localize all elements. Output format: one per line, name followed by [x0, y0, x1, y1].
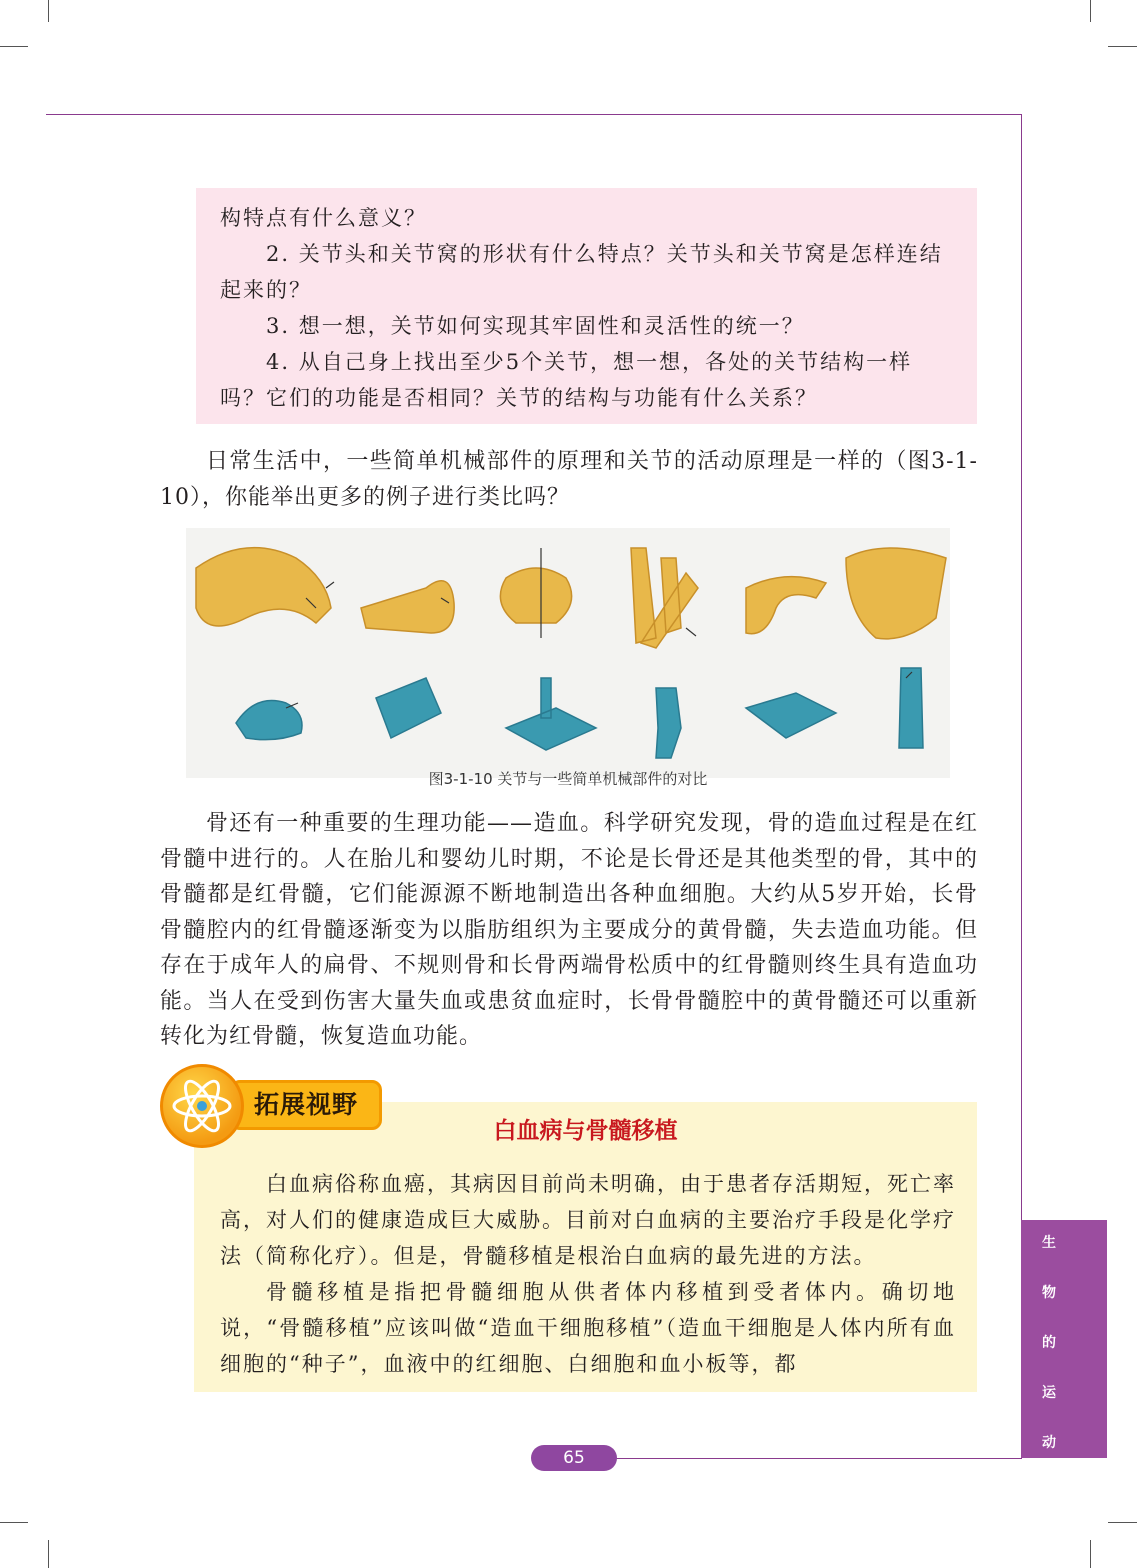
- intro-paragraph: 日常生活中，一些简单机械部件的原理和关节的活动原理是一样的（图3-1-10），你能举出更多的例子进行类比吗？: [160, 449, 978, 510]
- main-paragraph-block: [160, 806, 978, 1055]
- saddle-part-image: [746, 693, 836, 738]
- figure-caption: 图3-1-10 关节与一些简单机械部件的对比: [428, 770, 708, 788]
- wrist-joint-image: [846, 548, 946, 639]
- shoulder-joint-image: [196, 548, 331, 626]
- side-tab-char: 生: [1042, 1235, 1056, 1251]
- intro-paragraph-block: [160, 444, 978, 515]
- side-tab-char: 动: [1042, 1435, 1056, 1451]
- pivot-part-image: [506, 678, 596, 750]
- extension-text: [220, 1166, 956, 1382]
- crop-mark: [1090, 0, 1091, 22]
- page-frame-top: [46, 114, 1022, 115]
- crop-mark: [1108, 46, 1137, 47]
- extension-paragraph-2: 骨髓移植是指把骨髓细胞从供者体内移植到受者体内。确切地说，“骨髓移植”应该叫做“造血干细胞移植”（造血干细胞是人体内所有血细胞的“种子”，血液中的红细胞、白细胞和血小板等，都: [220, 1280, 956, 1376]
- universal-part-image: [656, 688, 681, 758]
- spring-part-image: [899, 668, 923, 748]
- side-tab-char: 的: [1042, 1335, 1056, 1351]
- finger-joint-image: [631, 548, 698, 648]
- figure-illustration: [186, 528, 950, 778]
- jaw-joint-image: [746, 577, 826, 634]
- joint-machine-figure: [186, 528, 950, 778]
- extension-badge-label: 拓展视野: [230, 1080, 382, 1130]
- pelvis-joint-image: [500, 568, 571, 623]
- chapter-side-tab: [1021, 1220, 1107, 1458]
- question-2: 2. 关节头和关节窝的形状有什么特点？关节头和关节窝是怎样连结起来的？: [220, 242, 943, 302]
- extension-paragraph-1: 白血病俗称血癌，其病因目前尚未明确，由于患者存活期短，死亡率高，对人们的健康造成巨大威胁。目前对白血病的主要治疗手段是化学疗法（简称化疗）。但是，骨髓移植是根治白血病的最先进的方法。: [220, 1172, 956, 1268]
- question-box: [196, 188, 977, 424]
- crop-mark: [1090, 1540, 1091, 1568]
- side-tab-char: 物: [1042, 1285, 1056, 1301]
- question-3: 3. 想一想，关节如何实现其牢固性和灵活性的统一？: [266, 314, 805, 338]
- crop-mark: [1108, 1522, 1137, 1523]
- page-number: 65: [531, 1445, 617, 1471]
- page-number-rule: [598, 1458, 1022, 1459]
- main-paragraph: 骨还有一种重要的生理功能——造血。科学研究发现，骨的造血过程是在红骨髓中进行的。人在胎儿和婴幼儿时期，不论是长骨还是其他类型的骨，其中的骨髓都是红骨髓，它们能源源不断地制造出各种血细胞。大约从5岁开始，长骨骨髓腔内的红骨髓逐渐变为以脂肪组织为主要成分的黄骨髓，失去造血功能。但存在于成年人的扁骨、不规则骨和长骨两端骨松质中的红骨髓则终生具有造血功能。当人在受到伤害大量失血或患贫血症时，长骨骨髓腔中的黄骨髓还可以重新转化为红骨髓，恢复造血功能。: [160, 811, 978, 1049]
- question-4: 4. 从自己身上找出至少5个关节，想一想，各处的关节结构一样吗？它们的功能是否相同？关节的结构与功能有什么关系？: [220, 350, 913, 410]
- question-continuation: 构特点有什么意义？: [220, 206, 427, 230]
- side-tab-char: 运: [1042, 1385, 1056, 1401]
- ball-socket-part-image: [236, 701, 302, 740]
- crop-mark: [48, 0, 49, 22]
- elbow-joint-image: [361, 581, 454, 633]
- crop-mark: [0, 1522, 28, 1523]
- extension-title: 白血病与骨髓移植: [493, 1118, 678, 1144]
- crop-mark: [0, 46, 28, 47]
- hinge-part-image: [376, 678, 441, 738]
- crop-mark: [48, 1540, 49, 1568]
